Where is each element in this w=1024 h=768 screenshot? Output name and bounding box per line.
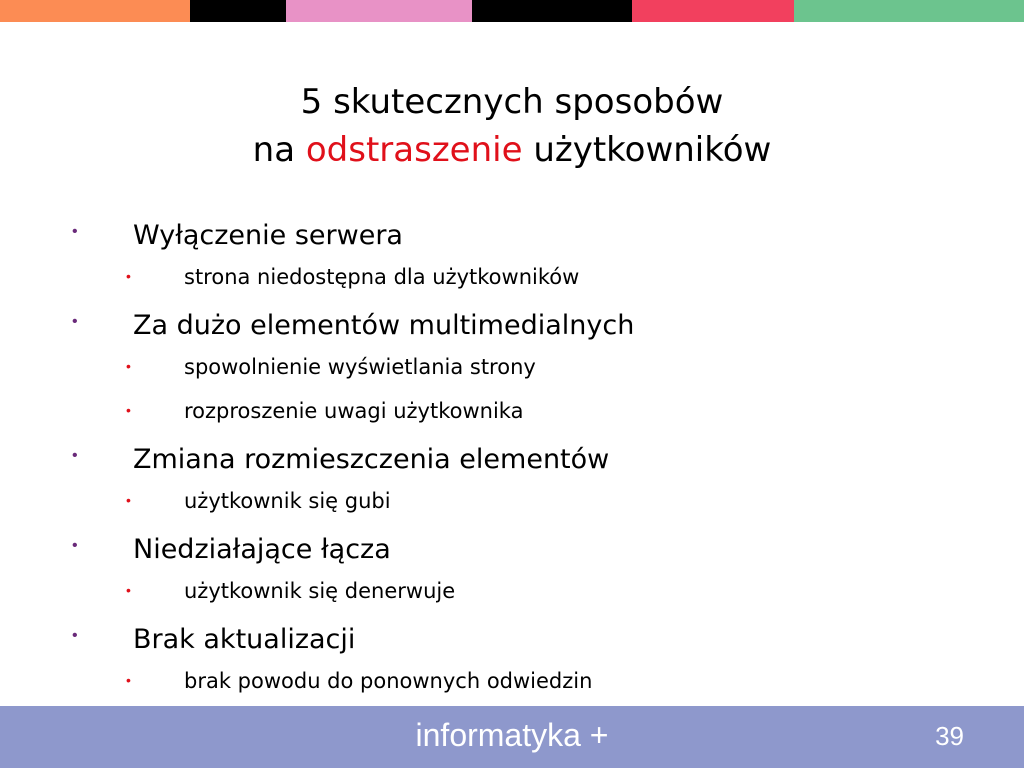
sub-list-item-text: użytkownik się gubi <box>184 489 391 513</box>
bullet-icon: • <box>72 627 78 644</box>
sub-list-item <box>0 348 1024 392</box>
title-line-1: 5 skutecznych sposobów <box>300 82 724 122</box>
list-item <box>0 302 1024 348</box>
list-item-text: Za dużo elementów multimedialnych <box>133 310 635 341</box>
sub-list-item <box>0 662 1024 706</box>
sub-bullet-icon: • <box>126 358 131 374</box>
sub-list-item-text: spowolnienie wyświetlania strony <box>184 355 536 379</box>
list-item <box>0 526 1024 572</box>
top-bar-segment-2 <box>190 0 286 22</box>
top-bar-segment-6 <box>794 0 1024 22</box>
list-item-text: Niedziałające łącza <box>133 534 391 565</box>
title-word-users: użytkowników <box>533 130 772 170</box>
sub-bullet-icon: • <box>126 672 131 688</box>
list-item-text: Brak aktualizacji <box>133 624 356 655</box>
list-item <box>0 436 1024 482</box>
sub-bullet-icon: • <box>126 582 131 598</box>
sub-list-item-text: brak powodu do ponownych odwiedzin <box>184 669 593 693</box>
slide-title <box>0 78 1024 174</box>
footer-brand: informatyka + <box>415 717 609 753</box>
title-highlight: odstraszenie <box>305 130 523 170</box>
title-word-na: na <box>252 130 296 170</box>
sub-bullet-icon: • <box>126 492 131 508</box>
sub-list-item <box>0 392 1024 436</box>
sub-list-item <box>0 258 1024 302</box>
page-number: 39 <box>935 721 964 751</box>
bullet-icon: • <box>72 537 78 554</box>
top-bar-segment-1 <box>0 0 190 22</box>
list-item-text: Wyłączenie serwera <box>133 220 403 251</box>
top-color-bar <box>0 0 1024 22</box>
sub-list-item-text: rozproszenie uwagi użytkownika <box>184 399 524 423</box>
list-item <box>0 616 1024 662</box>
top-bar-segment-3 <box>286 0 472 22</box>
bullet-icon: • <box>72 447 78 464</box>
sub-list-item <box>0 482 1024 526</box>
footer-bar <box>0 706 1024 768</box>
title-line-2 <box>0 126 1024 174</box>
sub-list-item <box>0 572 1024 616</box>
sub-list-item-text: użytkownik się denerwuje <box>184 579 456 603</box>
sub-list-item-text: strona niedostępna dla użytkowników <box>184 265 580 289</box>
bullet-icon: • <box>72 223 78 240</box>
bullet-icon: • <box>72 313 78 330</box>
bullet-list <box>0 212 1024 706</box>
list-item <box>0 212 1024 258</box>
sub-bullet-icon: • <box>126 268 131 284</box>
top-bar-segment-4 <box>472 0 632 22</box>
sub-bullet-icon: • <box>126 402 131 418</box>
list-item-text: Zmiana rozmieszczenia elementów <box>133 444 610 475</box>
top-bar-segment-5 <box>632 0 794 22</box>
